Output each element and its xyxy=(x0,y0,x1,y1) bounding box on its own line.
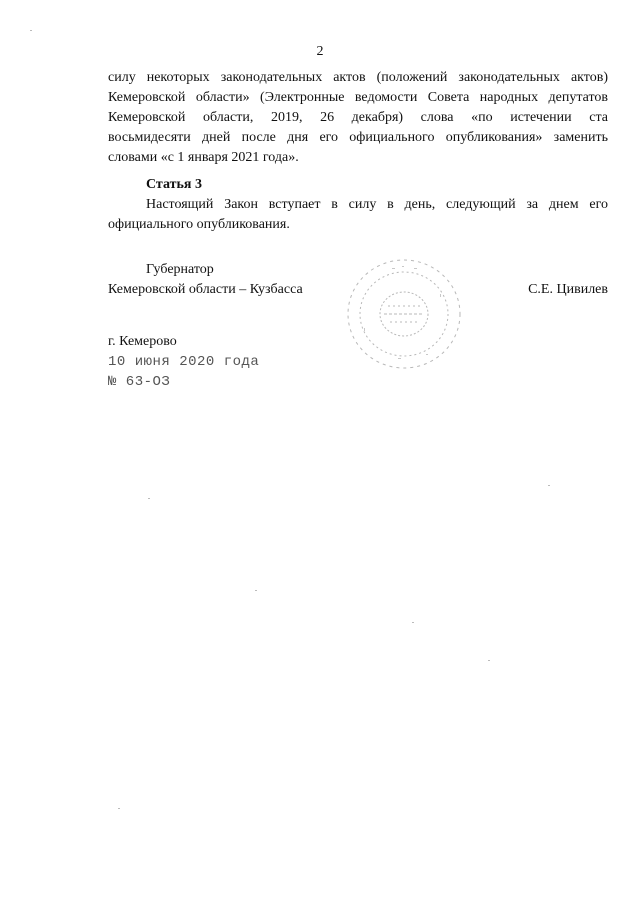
official-seal-stamp xyxy=(340,254,470,374)
paragraph-line: Кемеровской области» (Электронные ведомости Совета народных депутатов xyxy=(108,90,608,105)
scan-speck xyxy=(118,808,120,809)
scan-speck xyxy=(255,590,257,591)
scan-speck xyxy=(412,622,414,623)
signature-title: Губернатор xyxy=(146,262,214,277)
paragraph-line: восьмидесяти дней после дня его официального опубликования» заменить xyxy=(108,130,608,145)
law-date: 10 июня 2020 года xyxy=(108,354,260,370)
paragraph-line: Настоящий Закон вступает в силу в день, следующий за днем его xyxy=(146,197,608,212)
signature-region: Кемеровской области – Кузбасса xyxy=(108,282,303,297)
city-line: г. Кемерово xyxy=(108,334,177,349)
scan-speck xyxy=(548,485,550,486)
scan-speck xyxy=(30,30,32,31)
page-number: 2 xyxy=(316,44,324,59)
paragraph-line: силу некоторых законодательных актов (положений законодательных актов) xyxy=(108,70,608,85)
paragraph-line: словами «с 1 января 2021 года». xyxy=(108,150,299,165)
law-number: № 63-ОЗ xyxy=(108,374,171,390)
signature-name: С.Е. Цивилев xyxy=(528,282,608,297)
article-3-paragraph xyxy=(108,195,608,235)
scan-speck xyxy=(148,498,150,499)
article-3-heading: Статья 3 xyxy=(146,177,202,192)
continuation-paragraph xyxy=(108,68,608,168)
scan-speck xyxy=(488,660,490,661)
paragraph-line: официального опубликования. xyxy=(108,217,290,232)
paragraph-line: Кемеровской области, 2019, 26 декабря) слова «по истечении ста xyxy=(108,110,608,125)
